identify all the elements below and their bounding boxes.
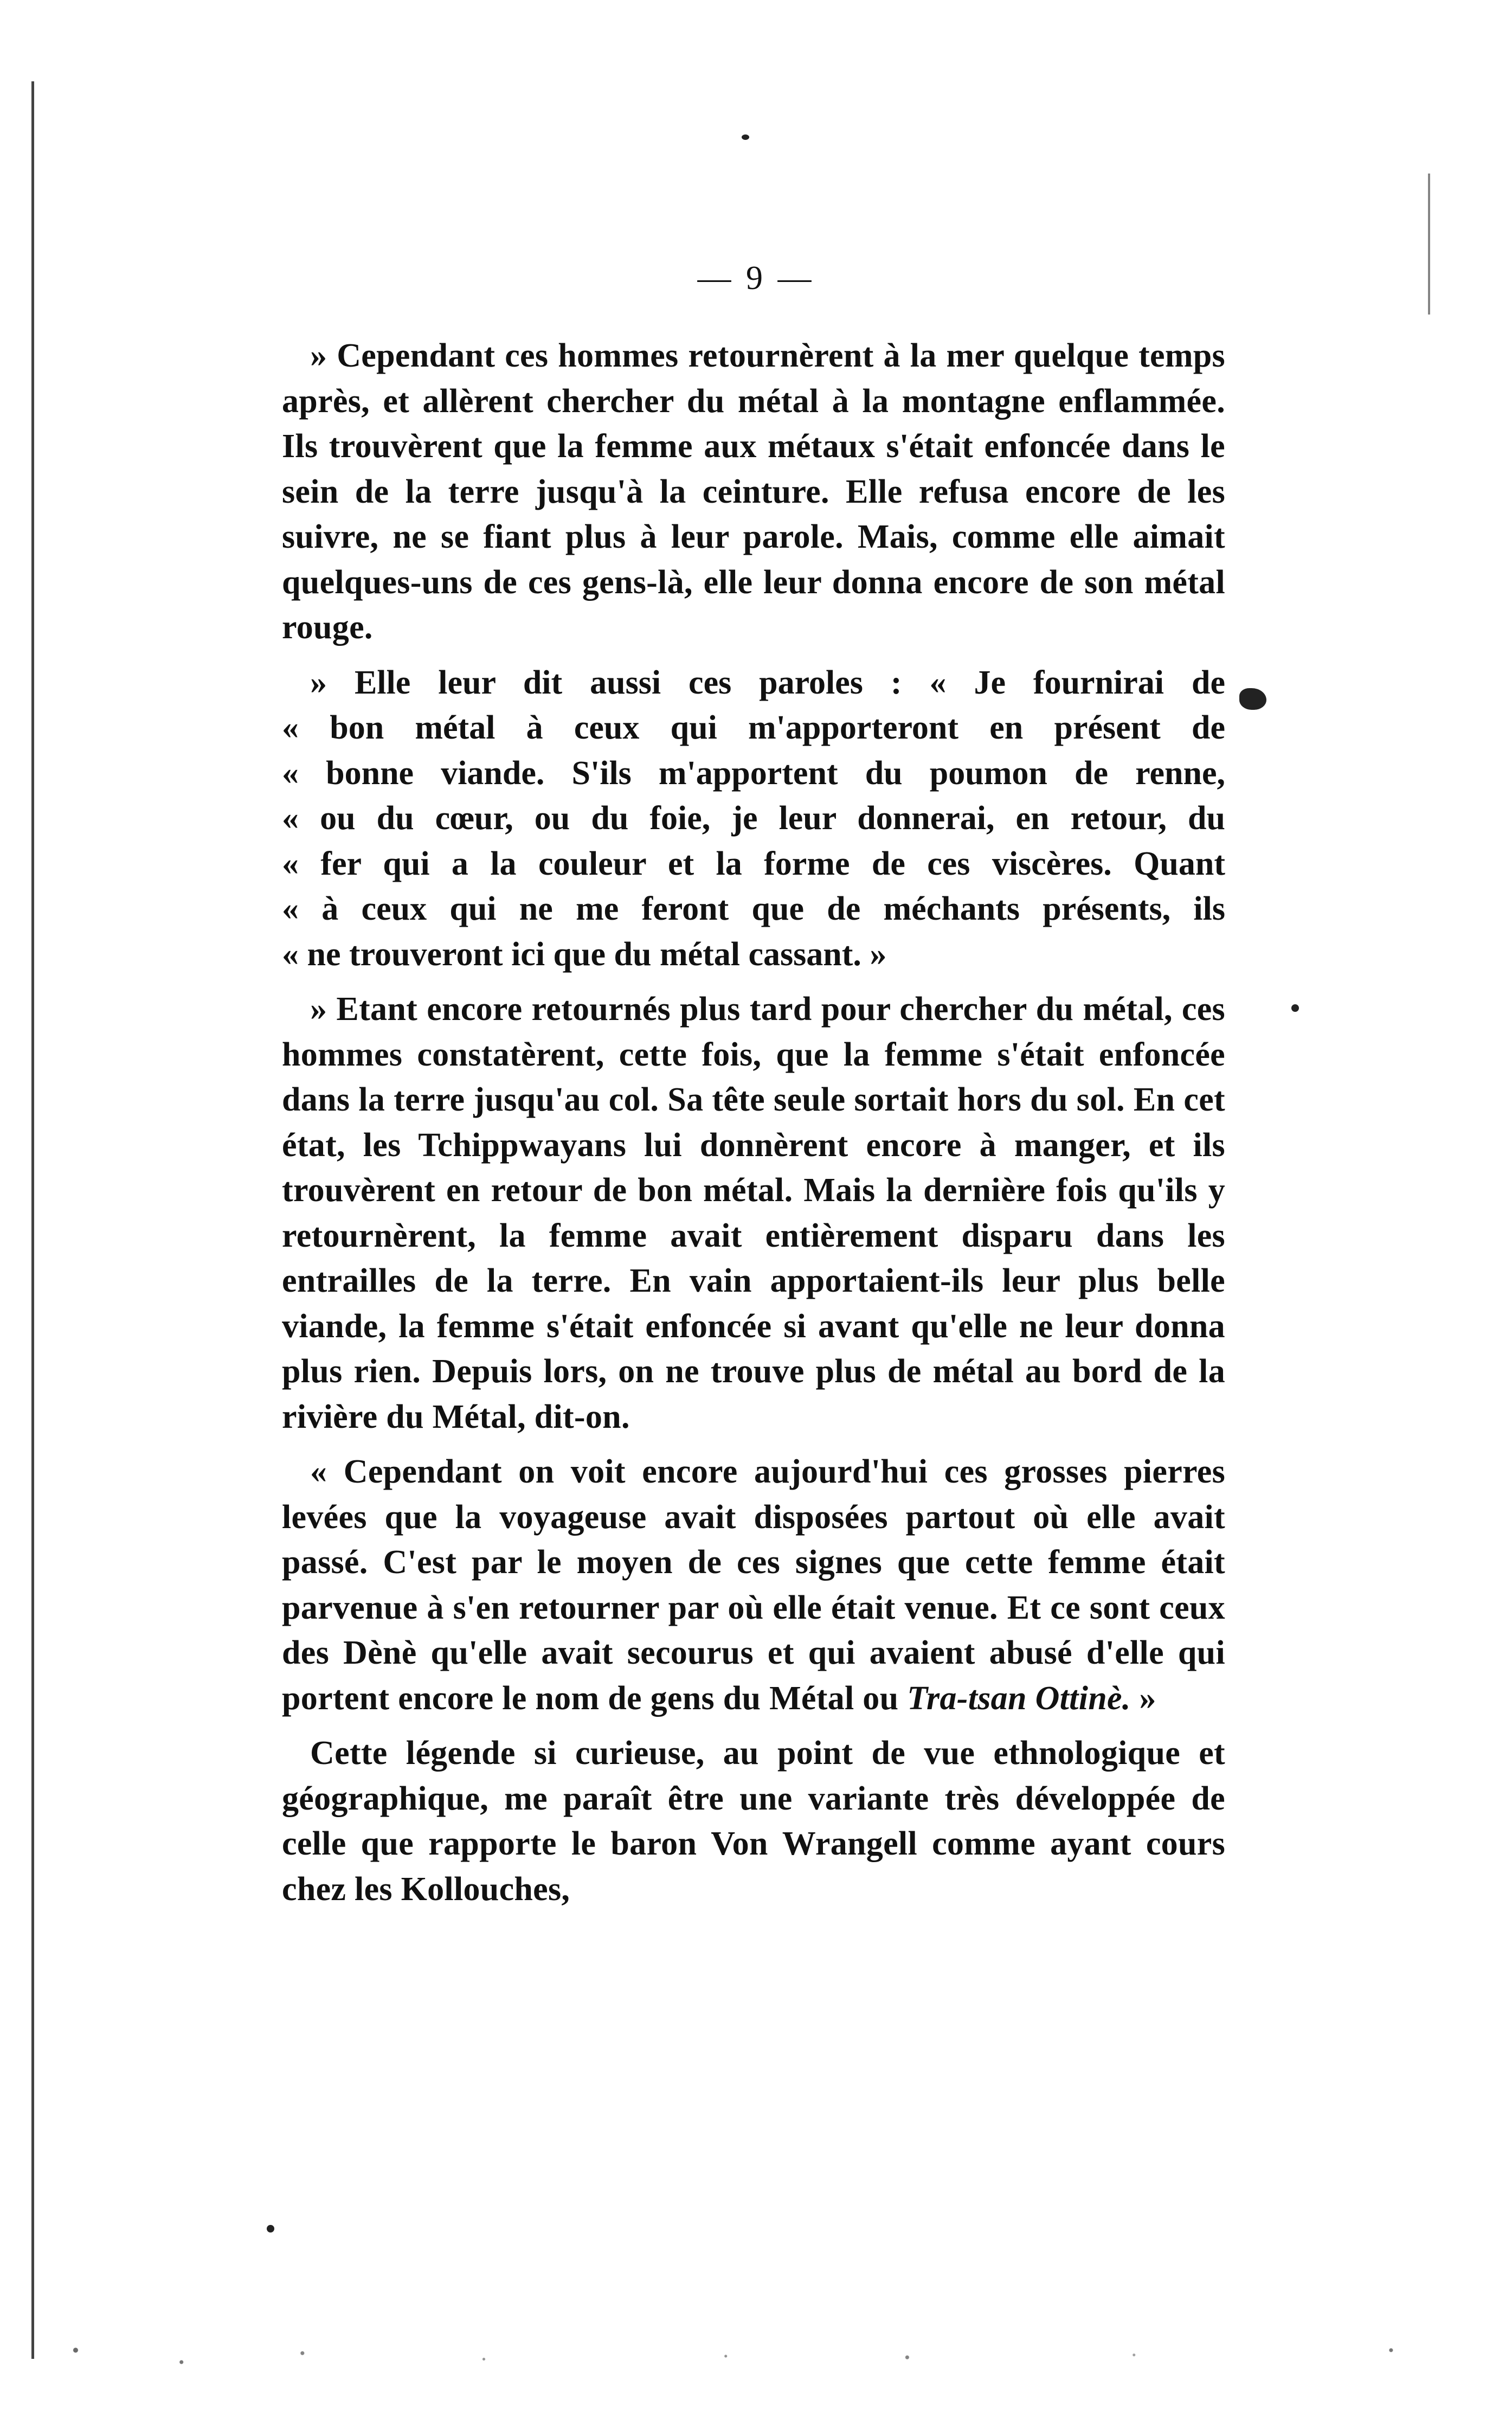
ink-speck [742,134,749,140]
quote-line: « à ceux qui ne me feront que de méchants présents, ils [282,890,1225,927]
quote-line: « bonne viande. S'ils m'apportent du poumon de renne, [282,754,1225,792]
tribe-name: Tra-tsan Ottinè. [907,1679,1131,1717]
page-number: — 9 — [697,260,815,297]
ink-speck [1291,1004,1299,1012]
quote-line: « bon métal à ceux qui m'apporteront en présent de [282,709,1225,746]
quoted-speech [282,660,1225,978]
paragraph-4 [282,1449,1225,1721]
ink-speck [267,2225,274,2233]
quote-line: « ne trouveront ici que du métal cassant. » [282,935,887,973]
quote-line: « fer qui a la couleur et la forme de ces viscères. Quant [282,845,1225,882]
quote-line: » Elle leur dit aussi ces paroles : « Je fournirai de [310,664,1225,701]
paragraph-1: » Cependant ces hommes retournèrent à la mer quelque temps après, et allèrent chercher du métal à la montagne enflammée. Ils trouvèrent que la femme aux métaux s'était enfoncée dans le sein de la terre jusqu'à la ceinture. Elle refusa encore de les suivre, ne se fiant plus à leur parole. Mais, comme elle aimait quelques-uns de ces gens-là, elle leur donna encore de son métal rouge. [282,337,1225,646]
closing-guillemet: » [1130,1679,1156,1717]
paragraph-3: » Etant encore retournés plus tard pour chercher du métal, ces hommes constatèrent, cette fois, que la femme s'était enfoncée dans la terre jusqu'au col. Sa tête seule sortait hors du sol. En cet état, les Tchippwayans lui donnèrent encore à manger, et ils trouvèrent en retour de bon métal. Mais la dernière fois qu'ils y retournèrent, la femme avait entièrement disparu dans les entrailles de la terre. En vain apportaient-ils leur plus belle viande, la femme s'était enfoncée si avant qu'elle ne leur donna plus rien. Depuis lors, on ne trouve plus de métal au bord de la rivière du Métal, dit-on. [282,991,1225,1435]
quote-line: « ou du cœur, ou du foie, je leur donnerai, en retour, du [282,800,1225,837]
scan-dust [0,2326,1512,2386]
ink-speck [1239,688,1266,710]
body-text [282,333,1225,1912]
paragraph-5: Cette légende si curieuse, au point de vue ethnologique et géographique, me paraît être une variante très développée de celle que rapporte le baron Von Wrangell comme ayant cours chez les Kollouches, [282,1735,1225,1908]
scan-edge-left [31,81,34,2359]
paragraph-4-text: « Cependant on voit encore aujourd'hui ces grosses pierres levées que la voyageuse avait disposées partout où elle avait passé. C'est par le moyen de ces signes que cette femme était parvenue à s'en retourner par où elle était venue. Et ce sont ceux des Dènè qu'elle avait secourus et qui avaient abusé d'elle qui portent encore le nom de gens du Métal ou [282,1453,1225,1717]
